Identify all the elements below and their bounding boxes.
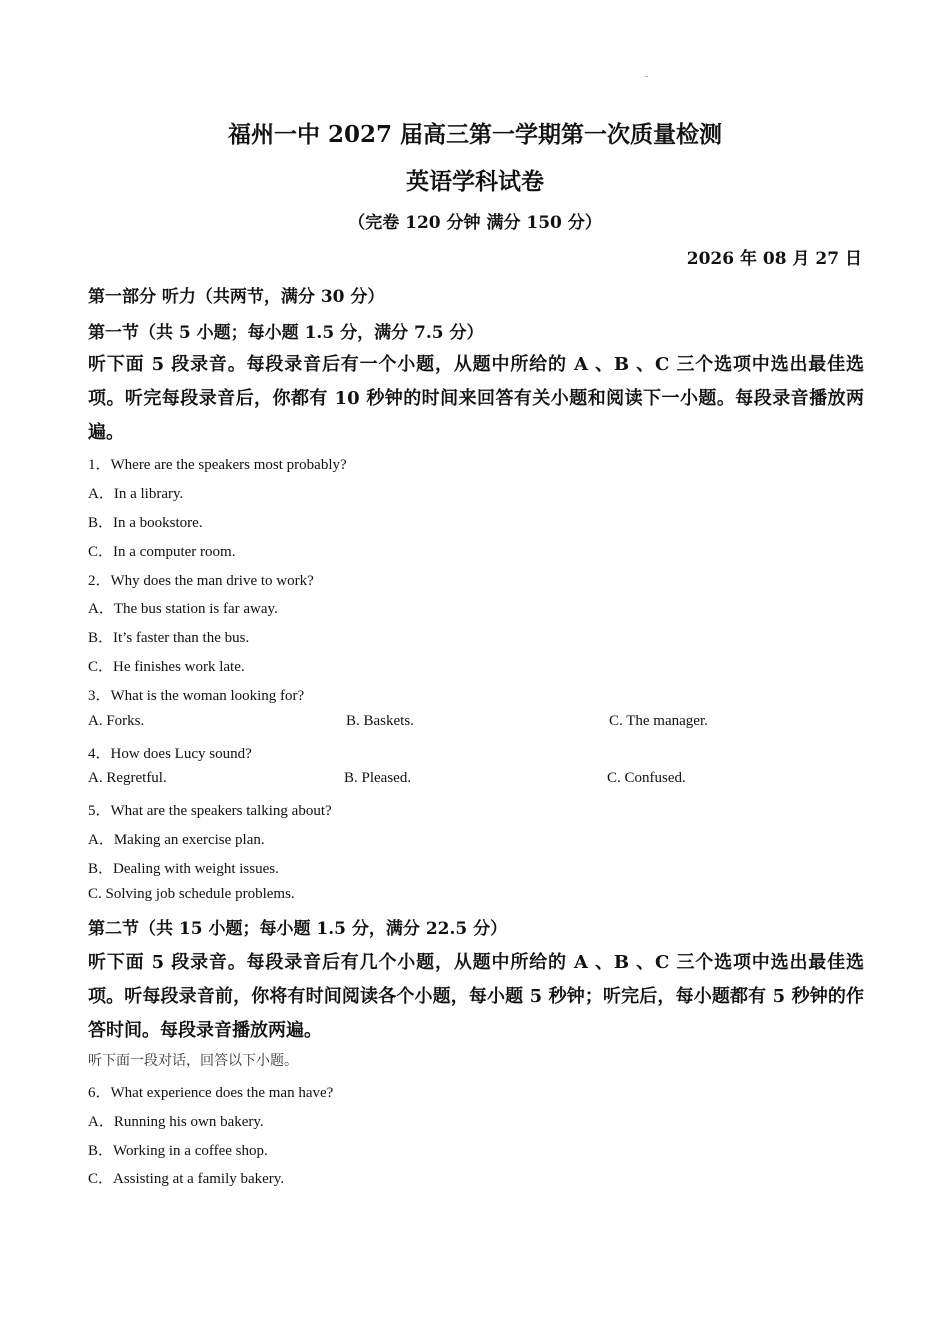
question-1: 1．Where are the speakers most probably?	[88, 457, 347, 473]
q1-option-c: C．In a computer room.	[88, 544, 236, 560]
question-4: 4．How does Lucy sound?	[88, 746, 252, 762]
q4-option-b: B. Pleased.	[344, 770, 412, 786]
q6-option-c: C．Assisting at a family bakery.	[88, 1171, 285, 1187]
q3-option-a: A. Forks.	[88, 713, 145, 729]
exam-title: 福州一中 2027 届高三第一学期第一次质量检测	[227, 121, 723, 148]
q5-option-a: A．Making an exercise plan.	[88, 832, 265, 848]
section1-heading: 第一节（共 5 小题；每小题 1.5 分，满分 7.5 分）	[88, 323, 484, 343]
section2-instructions: 听下面 5 段录音。每段录音后有几个小题，从题中所给的 A 、B 、C 三个选项中选出最佳选项。听每段录音前，你将有时间阅读各个小题，每小题 5 秒钟；听完后，每小题都有 5 秒钟的作答时间。每段录音播放两遍。	[88, 952, 864, 1041]
q3-option-c: C. The manager.	[609, 713, 708, 729]
q4-option-c: C. Confused.	[607, 770, 686, 786]
q6-option-a: A．Running his own bakery.	[88, 1114, 264, 1130]
q2-option-b: B．It’s faster than the bus.	[88, 630, 250, 646]
section2-heading: 第二节（共 15 小题；每小题 1.5 分，满分 22.5 分）	[88, 919, 508, 939]
q2-option-c: C．He finishes work late.	[88, 659, 245, 675]
q1-option-a: A．In a library.	[88, 486, 184, 502]
question-2: 2．Why does the man drive to work?	[88, 573, 314, 589]
exam-info: （完卷 120 分钟 满分 150 分）	[348, 213, 602, 233]
q6-option-b: B．Working in a coffee shop.	[88, 1143, 268, 1159]
header-mark: -	[645, 72, 649, 82]
question-6: 6．What experience does the man have?	[88, 1085, 334, 1101]
part1-heading: 第一部分 听力（共两节，满分 30 分）	[88, 287, 385, 307]
section1-instructions: 听下面 5 段录音。每段录音后有一个小题，从题中所给的 A 、B 、C 三个选项中选出最佳选项。听完每段录音后，你都有 10 秒钟的时间来回答有关小题和阅读下一小题。每段录音播放两遍。	[88, 354, 864, 443]
question-5: 5．What are the speakers talking about?	[88, 803, 332, 819]
question-3: 3．What is the woman looking for?	[88, 688, 305, 704]
q5-option-b: B．Dealing with weight issues.	[88, 861, 279, 877]
q3-option-b: B. Baskets.	[346, 713, 414, 729]
q5-option-c: C. Solving job schedule problems.	[88, 886, 295, 902]
exam-date: 2026 年 08 月 27 日	[686, 249, 862, 269]
q1-option-b: B．In a bookstore.	[88, 515, 203, 531]
q2-option-a: A．The bus station is far away.	[88, 601, 278, 617]
exam-subtitle: 英语学科试卷	[406, 168, 544, 195]
q4-option-a: A. Regretful.	[88, 770, 167, 786]
dialogue-note: 听下面一段对话，回答以下小题。	[88, 1053, 298, 1069]
